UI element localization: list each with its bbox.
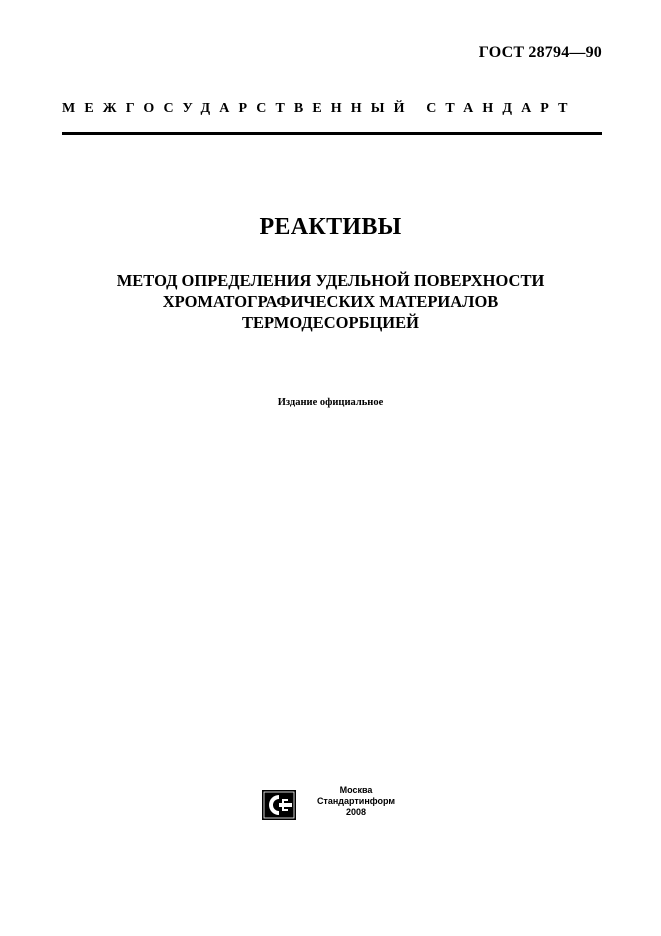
standartinform-logo-icon xyxy=(262,790,296,820)
subtitle-line: ХРОМАТОГРАФИЧЕСКИХ МАТЕРИАЛОВ xyxy=(162,292,499,311)
publisher-name: Стандартинформ xyxy=(316,796,396,806)
publisher-city: Москва xyxy=(339,785,373,795)
page-title: РЕАКТИВЫ xyxy=(259,214,402,240)
subtitle-line: МЕТОД ОПРЕДЕЛЕНИЯ УДЕЛЬНОЙ ПОВЕРХНОСТИ xyxy=(116,271,545,290)
header-rule xyxy=(62,132,602,135)
publisher-text xyxy=(306,785,406,818)
document-subtitle xyxy=(0,270,661,333)
document-code: ГОСТ 28794—90 xyxy=(478,44,602,61)
subtitle-line: ТЕРМОДЕСОРБЦИЕЙ xyxy=(242,313,419,332)
edition-note: Издание официальное xyxy=(277,397,384,408)
publisher-block xyxy=(262,785,412,825)
publisher-year: 2008 xyxy=(345,807,367,817)
standard-type-banner: МЕЖГОСУДАРСТВЕННЫЙ СТАНДАРТ xyxy=(62,101,577,116)
